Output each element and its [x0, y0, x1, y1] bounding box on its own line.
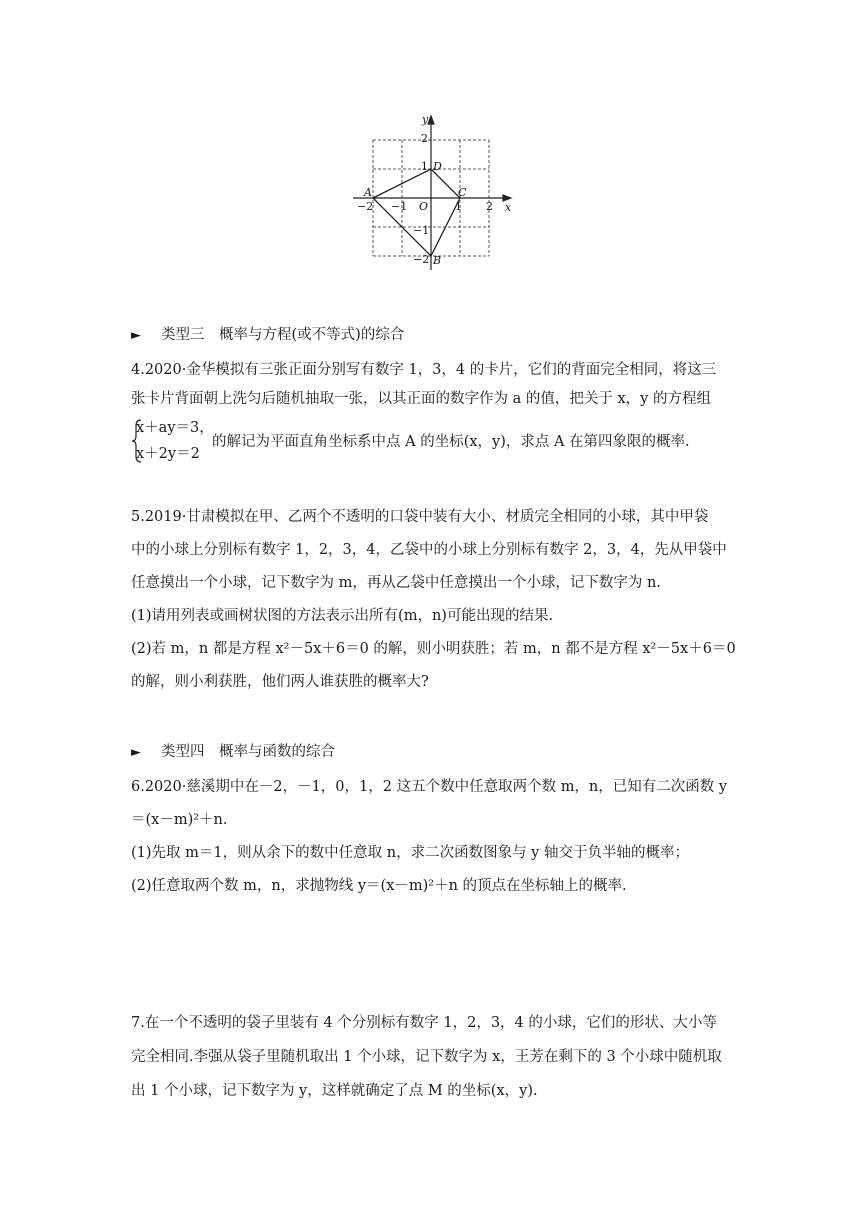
section-3-heading: [131, 325, 404, 346]
q5-line-6: 的解，则小利获胜，他们两人谁获胜的概率大?: [131, 674, 429, 690]
point-b-label: B: [433, 254, 442, 267]
q5-line-2: 中的小球上分别标有数字 1，2，3，4，乙袋中的小球上分别标有数字 2，3，4，先从甲袋中: [131, 542, 727, 558]
tick-y-2: 2: [421, 132, 428, 145]
section-4-marker: ►: [131, 745, 141, 760]
section-4-heading: [131, 742, 335, 763]
point-c-label: C: [458, 186, 467, 199]
point-a-label: A: [364, 186, 372, 199]
q5-line-5: (2)若 m，n 都是方程 x²－5x＋6＝0 的解，则小明获胜；若 m，n 都不是方程 x²－5x＋6＝0: [131, 641, 736, 657]
q7-line-3: 出 1 个小球，记下数字为 y，这样就确定了点 M 的坐标(x，y).: [131, 1083, 538, 1099]
quadrilateral-adcb: [373, 169, 460, 256]
section-3-marker: ►: [131, 328, 141, 343]
axes: [353, 116, 511, 270]
tick-x-neg2: −2: [357, 200, 374, 213]
section-3-title: 类型三 概率与方程(或不等式)的综合: [161, 327, 405, 343]
tick-y-neg1: −1: [413, 224, 430, 237]
origin-label: O: [419, 200, 429, 213]
q6-line-2: ＝(x－m)²＋n.: [131, 812, 228, 828]
tick-x-1: 1: [455, 200, 462, 213]
coordinate-figure: [345, 110, 520, 280]
q4-line-3: 的解记为平面直角坐标系中点 A 的坐标(x，y)，求点 A 在第四象限的概率.: [212, 434, 690, 450]
axis-x-label: x: [505, 201, 512, 214]
tick-y-1: 1: [421, 160, 428, 173]
axis-y-label: y: [422, 113, 429, 126]
q5-line-4: (1)请用列表或画树状图的方法表示出所有(m，n)可能出现的结果.: [131, 608, 554, 624]
q6-line-1: 6.2020·慈溪期中在－2，－1，0，1，2 这五个数中任意取两个数 m，n，已知有二次函数 y: [131, 779, 728, 795]
tick-x-2: 2: [486, 200, 493, 213]
tick-x-neg1: −1: [391, 200, 408, 213]
point-d-label: D: [433, 160, 442, 173]
q5-line-3: 任意摸出一个小球，记下数字为 m，再从乙袋中任意摸出一个小球，记下数字为 n.: [131, 575, 661, 591]
q6-line-3: (1)先取 m＝1，则从余下的数中任意取 n，求二次函数图象与 y 轴交于负半轴的概率；: [131, 845, 689, 861]
q7-line-2: 完全相同.李强从袋子里随机取出 1 个小球，记下数字为 x，王芳在剩下的 3 个小球中随机取: [131, 1049, 722, 1065]
section-4-title: 类型四 概率与函数的综合: [161, 744, 335, 760]
q4-equation-2: x＋2y＝2: [136, 446, 200, 462]
tick-y-neg2: −2: [413, 253, 430, 266]
q4-equation-1: x＋ay＝3，: [136, 420, 214, 436]
q4-line-2: 张卡片背面朝上洗匀后随机抽取一张，以其正面的数字作为 a 的值，把关于 x，y 的方程组: [131, 391, 711, 407]
q5-line-1: 5.2019·甘肃模拟在甲、乙两个不透明的口袋中装有大小、材质完全相同的小球，其中甲袋: [131, 509, 709, 525]
q6-line-4: (2)任意取两个数 m，n，求抛物线 y＝(x－m)²＋n 的顶点在坐标轴上的概率.: [131, 878, 627, 894]
q4-line-1: 4.2020·金华模拟有三张正面分别写有数字 1，3，4 的卡片，它们的背面完全相同，将这三: [131, 362, 717, 378]
q7-line-1: 7.在一个不透明的袋子里装有 4 个分别标有数字 1，2，3，4 的小球，它们的形状、大小等: [131, 1015, 717, 1031]
